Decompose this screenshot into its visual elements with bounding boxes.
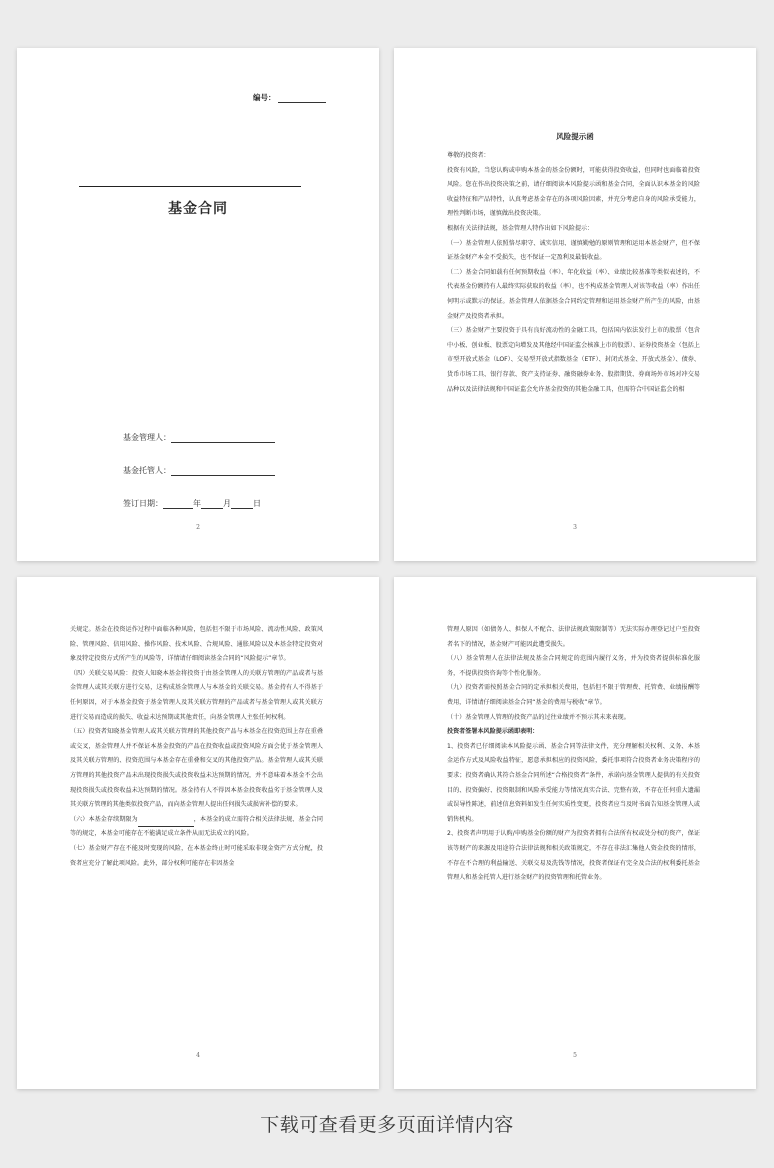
paragraph: （七）基金财产存在不能及时变现的风险，在本基金终止时可能采取非现金资产方式分配，投资者应充分了解此项风险。此外，部分权利可能存在非因基金	[70, 844, 323, 867]
paragraph: 根据有关法律法规，基金管理人特作出如下风险提示：	[447, 224, 594, 232]
paragraph: （十）基金管理人管理的投资产品的过往业绩并不预示其未来表现。	[447, 713, 630, 721]
day-blank	[231, 499, 253, 509]
custodian-blank	[171, 466, 275, 476]
date-label: 签订日期：	[123, 499, 163, 508]
paragraph: （五）投资者知晓基金管理人或其关联方管理的其他投资产品与本基金在投资范围上存在重叠或交叉，基金管理人并不保证本基金投资的产品在投资收益或投资风险方面会优于基金管理人及其关联方管理的、投资范围与本基金存在重叠和交叉的其他投资产品。基金管理人或其关联方管理的其他投资产品未出现投资损失或投资收益未达预期的情况，并不意味着本基金不会出现投资损失或投资收益未达预期的情况。基金持有人不得因本基金投资收益劣于基金管理人及其关联方管理的其他类似投资产品，而向基金管理人提出任何损失或损害补偿的要求。	[70, 728, 323, 809]
term-text-after: ，本基金的成立需符合相关法律法规、基金合同等的规定，本基金可能存在不能满足成立条件从而无法成立的风险。	[70, 815, 323, 838]
page-number: 2	[196, 524, 200, 531]
year-label: 年	[193, 499, 201, 508]
contract-title: 基金合同	[168, 201, 228, 217]
statement-heading: 投资者签署本风险提示函即表明：	[447, 728, 539, 736]
paragraph: （九）投资者需按照基金合同的定承担相关费用，包括但不限于管理费、托管费、业绩报酬等费用，详情请仔细阅读基金合同“基金的费用与税收”章节。	[447, 684, 700, 706]
custodian-label: 基金托管人：	[123, 466, 171, 475]
paragraph: 关规定。基金在投资运作过程中面临各种风险，包括但不限于市场风险、流动性风险、政策风险、管理风险、信用风险、操作风险、技术风险、合规风险、通胀风险以及本基金特定投资对象及特定投资方式所产生的风险等，详情请仔细阅读基金合同的“风险提示”章节。	[70, 626, 323, 663]
page-5-body	[447, 623, 700, 886]
statement: 2、投资者声明用于认购/申购基金份额的财产为投资者拥有合法所有权或处分权的资产，保证该等财产的来源及用途符合法律法规和相关政策规定，不存在非法汇集他人资金投资的情形，不存在不合理的利益输送、关联交易及洗钱等情况，投资者保证有完全及合法的权利委托基金管理人和基金托管人进行基金财产的投资管理和托管业务。	[447, 830, 700, 882]
risk-notice-page-4	[17, 577, 379, 1089]
serial-blank	[278, 94, 326, 103]
risk-notice-page-5	[394, 577, 756, 1089]
paragraph: 投资有风险，当您认购或申购本基金的基金份额时，可能获得投资收益，但同时也面临着投资风险。您在作出投资决策之前，请仔细阅读本风险提示函和基金合同，全面认识本基金的风险收益特征和产品特性，认真考虑基金存在的各项风险因素，并充分考虑自身的风险承受能力，理性判断市场，谨慎做出投资决策。	[447, 166, 700, 218]
serial-number-field	[253, 92, 326, 103]
serial-label: 编号：	[253, 93, 276, 102]
paragraph: （二）基金合同如载有任何预期收益（率）、年化收益（率）、业绩比较基准等类似表述的，不代表基金份额持有人最终实际获取的收益（率），也不构成基金管理人对该等收益（率）作出任何明示或默示的保证。基金管理人依据基金合同约定管理和运用基金财产所产生的风险，由基金财产及投资者承担。	[447, 268, 700, 320]
page-number: 5	[573, 1052, 577, 1059]
paragraph: （八）基金管理人在法律法规及基金合同规定的范围内履行义务，并为投资者提供标准化服务，不提供投资咨询等个性化服务。	[447, 655, 700, 677]
term-blank	[138, 819, 194, 827]
risk-notice-page	[394, 48, 756, 561]
custodian-field	[123, 465, 275, 476]
paragraph: （四）关联交易风险：投资人知晓本基金将投资于由基金管理人的关联方管理的产品或者与基金管理人或其关联方进行交易，这构成基金管理人与本基金的关联交易。基金持有人不得基于任何原因，对于本基金投资于基金管理人及其关联方管理的产品或者与基金管理人或其关联方进行交易而造成的损失、收益未达预期或其他责任，向基金管理人主张任何权利。	[70, 669, 323, 721]
paragraph: （一）基金管理人依照恪尽职守、诚实信用、谨慎勤勉的原则管理和运用本基金财产，但不保证基金财产本金不受损失，也不保证一定盈利及最低收益。	[447, 239, 700, 262]
risk-notice-body	[447, 149, 700, 397]
term-text-before: （六）本基金存续期限为	[70, 815, 138, 823]
title-rule	[79, 186, 301, 187]
month-label: 月	[223, 499, 231, 508]
paragraph: 管理人原因（如债务人、担保人不配合、法律法规政策限制等）无法实际办理登记过户至投资者名下的情况，基金财产可能因此遭受损失。	[447, 626, 700, 648]
day-label: 日	[253, 499, 261, 508]
month-blank	[201, 499, 223, 509]
manager-blank	[171, 433, 275, 443]
page-number: 3	[573, 524, 577, 531]
contract-cover-page	[17, 48, 379, 561]
manager-label: 基金管理人：	[123, 433, 171, 442]
paragraph: （三）基金财产主要投资于具有良好流动性的金融工具，包括国内依法发行上市的股票（包含中小板、创业板、股票定向增发及其他经中国证监会核准上市的股票）、证券投资基金（包括上市型开放式基金（LOF）、交易型开放式指数基金（ETF）、封闭式基金、开放式基金）、债券、货币市场工具、银行存款、资产支持证券、融资融券业务、股指期货、券商场外市场对冲交易品种以及法律法规和中国证监会允许基金投资的其他金融工具，但需符合中国证监会的相	[447, 327, 700, 393]
statement: 1、投资者已仔细阅读本风险提示函、基金合同等法律文件，充分理解相关权利、义务、本基金运作方式及风险收益特征，愿意承担相应的投资风险，委托事项符合投资者业务决策程序的要求；投资者确认其符合基金合同所述“合格投资者”条件，承诺向基金管理人提供的有关投资目的、投资偏好、投资限制和风险承受能力等情况真实合法、完整有效，不存在任何重大遗漏或误导性陈述，前述信息资料如发生任何实质性变更，投资者应当及时书面告知基金管理人或销售机构。	[447, 742, 700, 823]
manager-field	[123, 432, 275, 443]
year-blank	[163, 499, 193, 509]
page-number: 4	[196, 1052, 200, 1059]
paragraph: 尊敬的投资者：	[447, 152, 490, 159]
page-4-body	[70, 623, 323, 871]
sign-date-field	[123, 498, 261, 509]
risk-notice-title: 风险提示函	[556, 132, 594, 141]
download-more-caption: 下载可查看更多页面详情内容	[260, 1114, 514, 1136]
paragraph-term	[70, 813, 323, 842]
